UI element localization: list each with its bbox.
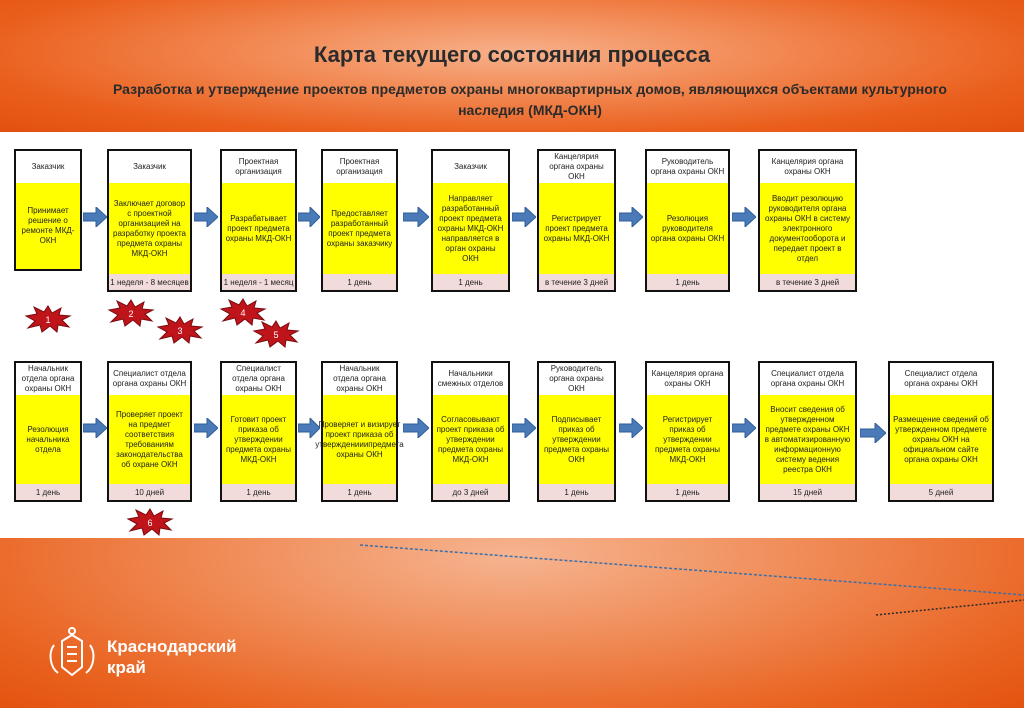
step-action: Резолюция начальника отдела [16,395,80,484]
step-duration: 1 день [323,274,396,290]
step-duration: 10 дней [109,484,190,500]
step-action: Проверяет и визирует проект приказа об утвержденииипредмета охраны ОКН [323,395,396,484]
step-action: Регистрирует приказ об утверждении предмета охраны МКД-ОКН [647,395,728,484]
flow-arrow-icon [619,418,643,438]
step-box [220,149,297,292]
problem-number: 2 [128,309,134,319]
step-action: Заключает договор с проектной организацией на разработку проекта предмета охраны МКД-ОКН [109,183,190,274]
step-duration: до 3 дней [433,484,508,500]
step-box [431,149,510,292]
page-title: Карта текущего состояния процесса [313,42,711,67]
step-duration: 1 день [222,484,295,500]
problem-number: 5 [273,330,279,340]
step-box [758,149,857,292]
problem-marker [24,305,72,333]
step-action: Направляет разработанный проект предмета охраны МКД-ОКН направляется в орган охраны ОКН [433,183,508,274]
problem-number: 3 [177,326,183,336]
problem-number: 6 [147,518,153,528]
step-action: Размещение сведений об утвержденном предмете охраны ОКН на официальном сайте органа охраны ОКН [890,395,992,484]
step-role: Специалист отдела органа охраны ОКН [222,363,295,395]
step-duration: 1 день [323,484,396,500]
step-action: Вносит сведения об утвержденном предмете охраны ОКН в автоматизированную информационную систему ведения реестра ОКН [760,395,855,484]
step-box [14,361,82,502]
step-role: Руководитель органа охраны ОКН [539,363,614,395]
step-action: Разрабатывает проект предмета охраны МКД-ОКН [222,183,295,274]
step-box [888,361,994,502]
step-role: Заказчик [16,151,80,183]
logo-line-1: Краснодарский [107,637,237,656]
flow-arrow-icon [194,207,218,227]
step-role: Специалист отдела органа охраны ОКН [109,363,190,395]
step-box [220,361,297,502]
step-box [107,149,192,292]
step-duration: 1 день [433,274,508,290]
step-action: Подписывает приказ об утверждении предмета охраны ОКН [539,395,614,484]
problem-number: 4 [240,308,246,318]
step-action: Проверяет проект на предмет соответствия требованиям законодательства об охране ОКН [109,395,190,484]
step-duration: 1 день [16,484,80,500]
step-action: Вводит резолюцию руководителя органа охраны ОКН в систему электронного документооборота и передает проект в отдел [760,183,855,274]
problem-marker [156,316,204,344]
step-role: Начальник отдела органа охраны ОКН [16,363,80,395]
step-box [758,361,857,502]
flow-arrow-icon [83,207,107,227]
flow-arrow-icon [403,418,429,438]
step-box [537,149,616,292]
krasnodar-crest-icon [44,627,100,683]
step-role: Канцелярия органа охраны ОКН [647,363,728,395]
flow-arrow-icon [512,418,536,438]
step-duration: 15 дней [760,484,855,500]
step-role: Канцелярия органа охраны ОКН [760,151,855,183]
step-duration: 1 день [539,484,614,500]
step-role: Специалист отдела органа охраны ОКН [890,363,992,395]
step-duration: 5 дней [890,484,992,500]
step-action: Готовит проект приказа об утверждении предмета охраны МКД-ОКН [222,395,295,484]
flow-arrow-icon [860,423,886,443]
step-duration: 1 неделя - 8 месяцев [109,274,190,290]
step-action: Согласовывают проект приказа об утверждении предмета охраны МКД-ОКН [433,395,508,484]
problem-number: 1 [45,315,51,325]
problem-marker [252,320,300,348]
step-role: Проектная организация [323,151,396,183]
step-box [645,149,730,292]
step-box [14,149,82,271]
flow-arrow-icon [732,207,756,227]
step-role: Специалист отдела органа охраны ОКН [760,363,855,395]
problem-marker [107,299,155,327]
step-duration: 1 день [647,274,728,290]
step-role: Начальник отдела органа охраны ОКН [323,363,396,395]
flow-arrow-icon [83,418,107,438]
flow-arrow-icon [298,207,320,227]
step-duration: 1 неделя - 1 месяц [222,274,295,290]
flow-arrow-icon [194,418,218,438]
flow-arrow-icon [732,418,756,438]
step-action: Принимает решение о ремонте МКД-ОКН [16,183,80,269]
page-subtitle: Разработка и утверждение проектов предметов охраны многоквартирных домов, являющихся объектами культурного наследия (МКД-ОКН) [113,81,947,118]
step-action: Регистрирует проект предмета охраны МКД-ОКН [539,183,614,274]
flow-arrow-icon [403,207,429,227]
step-box [431,361,510,502]
flow-arrow-icon [619,207,643,227]
step-role: Руководитель органа охраны ОКН [647,151,728,183]
step-action: Резолюция руководителя органа охраны ОКН [647,183,728,274]
flow-arrow-icon [512,207,536,227]
step-box [537,361,616,502]
step-role: Заказчик [109,151,190,183]
step-action: Предоставляет разработанный проект предмета охраны заказчику [323,183,396,274]
step-duration: в течение 3 дней [539,274,614,290]
step-role: Заказчик [433,151,508,183]
step-box [107,361,192,502]
problem-marker [126,508,174,536]
step-role: Проектная организация [222,151,295,183]
step-box [321,149,398,292]
region-logo-text [107,636,237,678]
flow-arrow-icon [298,418,320,438]
step-duration: в течение 3 дней [760,274,855,290]
step-box [315,361,404,502]
step-duration: 1 день [647,484,728,500]
logo-line-2: край [107,658,146,677]
step-role: Канцелярия органа охраны ОКН [539,151,614,183]
step-role: Начальники смежных отделов [433,363,508,395]
step-box [645,361,730,502]
